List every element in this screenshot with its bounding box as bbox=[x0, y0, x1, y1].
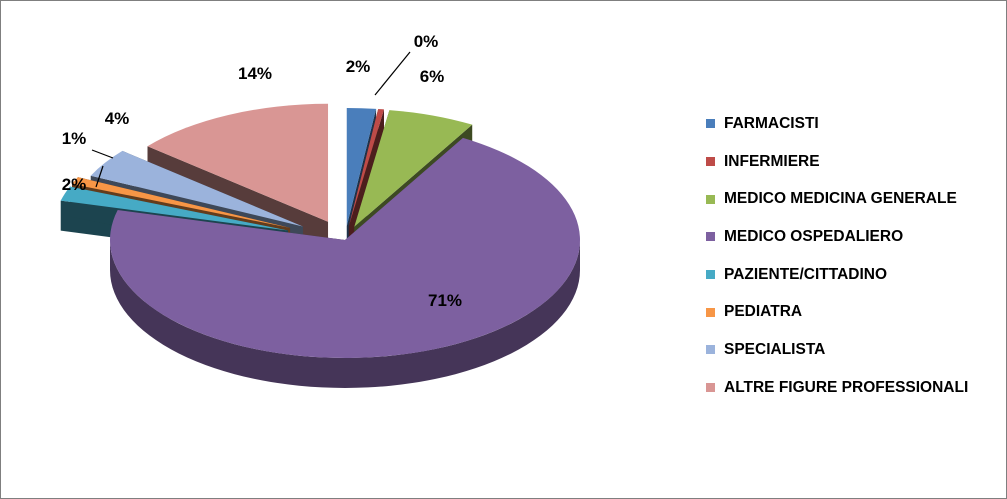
legend-swatch bbox=[706, 232, 715, 241]
data-label: 0% bbox=[413, 32, 439, 51]
legend-swatch bbox=[706, 157, 715, 166]
legend-label: INFERMIERE bbox=[724, 152, 820, 170]
data-label: 4% bbox=[104, 109, 130, 128]
legend-label: SPECIALISTA bbox=[724, 340, 826, 358]
legend bbox=[706, 105, 1006, 407]
data-label: 6% bbox=[419, 67, 445, 86]
legend-item bbox=[706, 143, 1006, 181]
legend-swatch bbox=[706, 270, 715, 279]
data-label: 14% bbox=[237, 64, 273, 83]
legend-label: PAZIENTE/CITTADINO bbox=[724, 265, 888, 283]
legend-item bbox=[706, 369, 1006, 407]
legend-item bbox=[706, 105, 1006, 143]
legend-label: MEDICO OSPEDALIERO bbox=[724, 227, 904, 245]
legend-label: PEDIATRA bbox=[724, 303, 803, 321]
legend-item bbox=[706, 331, 1006, 369]
legend-item bbox=[706, 293, 1006, 331]
legend-label: FARMACISTI bbox=[724, 114, 819, 132]
data-label: 71% bbox=[427, 291, 463, 310]
legend-item bbox=[706, 180, 1006, 218]
data-label: 2% bbox=[345, 57, 371, 76]
data-label: 2% bbox=[61, 175, 87, 194]
legend-item bbox=[706, 256, 1006, 294]
legend-label: ALTRE FIGURE PROFESSIONALI bbox=[724, 378, 969, 396]
legend-swatch bbox=[706, 119, 715, 128]
legend-swatch bbox=[706, 308, 715, 317]
legend-item bbox=[706, 218, 1006, 256]
legend-label: MEDICO MEDICINA GENERALE bbox=[724, 190, 957, 208]
leader-line bbox=[92, 150, 113, 158]
legend-swatch bbox=[706, 195, 715, 204]
legend-swatch bbox=[706, 345, 715, 354]
data-label: 1% bbox=[61, 129, 87, 148]
legend-swatch bbox=[706, 383, 715, 392]
leader-line bbox=[375, 52, 410, 95]
